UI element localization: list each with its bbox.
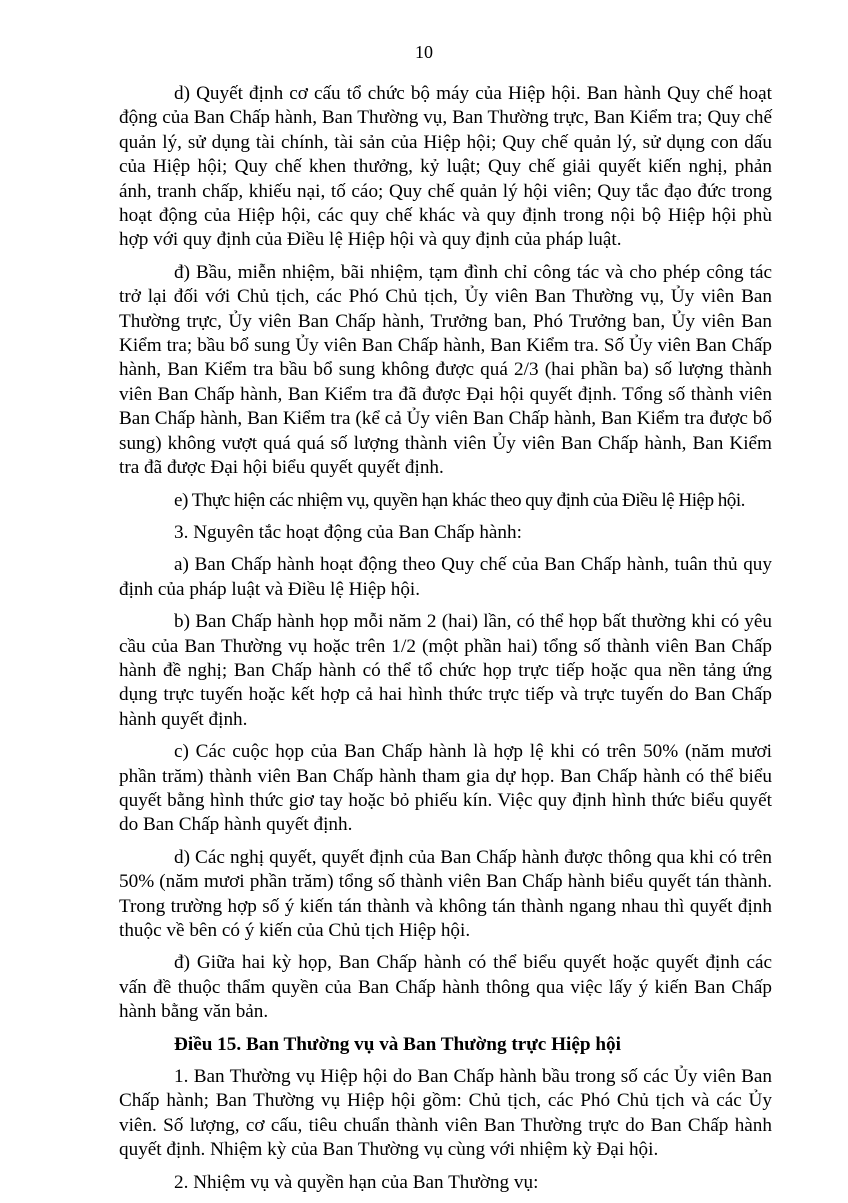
page-number: 10 <box>415 42 433 62</box>
paragraph-a-regulation: a) Ban Chấp hành hoạt động theo Quy chế của Ban Chấp hành, tuân thủ quy định của pháp luật và Điều lệ Hiệp hội. <box>119 554 772 600</box>
paragraph-c-quorum: c) Các cuộc họp của Ban Chấp hành là hợp lệ khi có trên 50% (năm mươi phần trăm) thành viên Ban Chấp hành tham gia dự họp. Ban Chấp hành có thể biểu quyết bằng hình thức giơ tay hoặc bỏ phiếu kín. Việc quy định hình thức biểu quyết do Ban Chấp hành quyết định. <box>119 741 772 836</box>
paragraph-1-standing-committee: 1. Ban Thường vụ Hiệp hội do Ban Chấp hành bầu trong số các Ủy viên Ban Chấp hành; Ban Thường vụ Hiệp hội gồm: Chủ tịch, các Phó Chủ tịch và các Ủy viên. Số lượng, cơ cấu, tiêu chuẩn thành viên Ban Thường trực do Ban Chấp hành quyết định. Nhiệm kỳ của Ban Thường vụ cùng với nhiệm kỳ Đại hội. <box>119 1066 772 1161</box>
paragraph-dd-election: đ) Bầu, miễn nhiệm, bãi nhiệm, tạm đình chỉ công tác và cho phép công tác trở lại đối với Chủ tịch, các Phó Chủ tịch, Ủy viên Ban Thường vụ, Ủy viên Ban Thường trực, Ủy viên Ban Chấp hành, Trưởng ban, Phó Trưởng ban, Ủy viên Ban Kiểm tra; bầu bổ sung Ủy viên Ban Chấp hành, Ban Kiểm tra. Số Ủy viên Ban Chấp hành, Ban Kiểm tra bầu bổ sung không được quá 2/3 (hai phần ba) số lượng thành viên Ban Chấp hành, Ban Kiểm tra đã được Đại hội quyết định. Tổng số thành viên Ban Chấp hành, Ban Kiểm tra (kể cả Ủy viên Ban Chấp hành, Ban Kiểm tra được bổ sung) không vượt quá quá số lượng thành viên Ủy viên Ban Chấp hành, Ban Kiểm tra đã được Đại hội biểu quyết quyết định. <box>119 261 772 479</box>
article-15-heading: Điều 15. Ban Thường vụ và Ban Thường trực Hiệp hội <box>174 1033 621 1055</box>
paragraph-dd-written-opinion: đ) Giữa hai kỳ họp, Ban Chấp hành có thể biểu quyết hoặc quyết định các vấn đề thuộc thẩm quyền của Ban Chấp hành thông qua việc lấy ý kiến Ban Chấp hành bằng văn bản. <box>119 952 772 1023</box>
document-body <box>119 82 772 1203</box>
paragraph-e-other-duties: e) Thực hiện các nhiệm vụ, quyền hạn khác theo quy định của Điều lệ Hiệp hội. <box>174 489 745 511</box>
paragraph-d-resolutions: d) Các nghị quyết, quyết định của Ban Chấp hành được thông qua khi có trên 50% (năm mươi phần trăm) tổng số thành viên Ban Chấp hành biểu quyết tán thành. Trong trường hợp số ý kiến tán thành và không tán thành ngang nhau thì quyết định thuộc về bên có ý kiến của Chủ tịch Hiệp hội. <box>119 846 772 941</box>
paragraph-3-principles: 3. Nguyên tắc hoạt động của Ban Chấp hành: <box>174 521 522 543</box>
paragraph-b-meetings: b) Ban Chấp hành họp mỗi năm 2 (hai) lần, có thể họp bất thường khi có yêu cầu của Ban Thường vụ hoặc trên 1/2 (một phần hai) tổng số thành viên Ban Chấp hành đề nghị; Ban Chấp hành có thể tổ chức họp trực tiếp hoặc qua nền tảng ứng dụng trực tuyến hoặc kết hợp cả hai hình thức trực tiếp và trực tuyến do Ban Chấp hành quyết định. <box>119 611 772 730</box>
paragraph-d-structure: d) Quyết định cơ cấu tổ chức bộ máy của Hiệp hội. Ban hành Quy chế hoạt động của Ban Chấp hành, Ban Thường vụ, Ban Thường trực, Ban Kiểm tra; Quy chế quản lý, sử dụng tài chính, tài sản của Hiệp hội; Quy chế quản lý, sử dụng con dấu của Hiệp hội; Quy chế khen thưởng, kỷ luật; Quy chế giải quyết kiến nghị, phản ánh, tranh chấp, khiếu nại, tố cáo; Quy chế quản lý hội viên; Quy tắc đạo đức trong hoạt động của Hiệp hội, các quy chế khác và quy định trong nội bộ Hiệp hội phù hợp với quy định của Điều lệ Hiệp hội và quy định của pháp luật. <box>119 83 772 251</box>
paragraph-2-duties: 2. Nhiệm vụ và quyền hạn của Ban Thường vụ: <box>174 1171 539 1193</box>
